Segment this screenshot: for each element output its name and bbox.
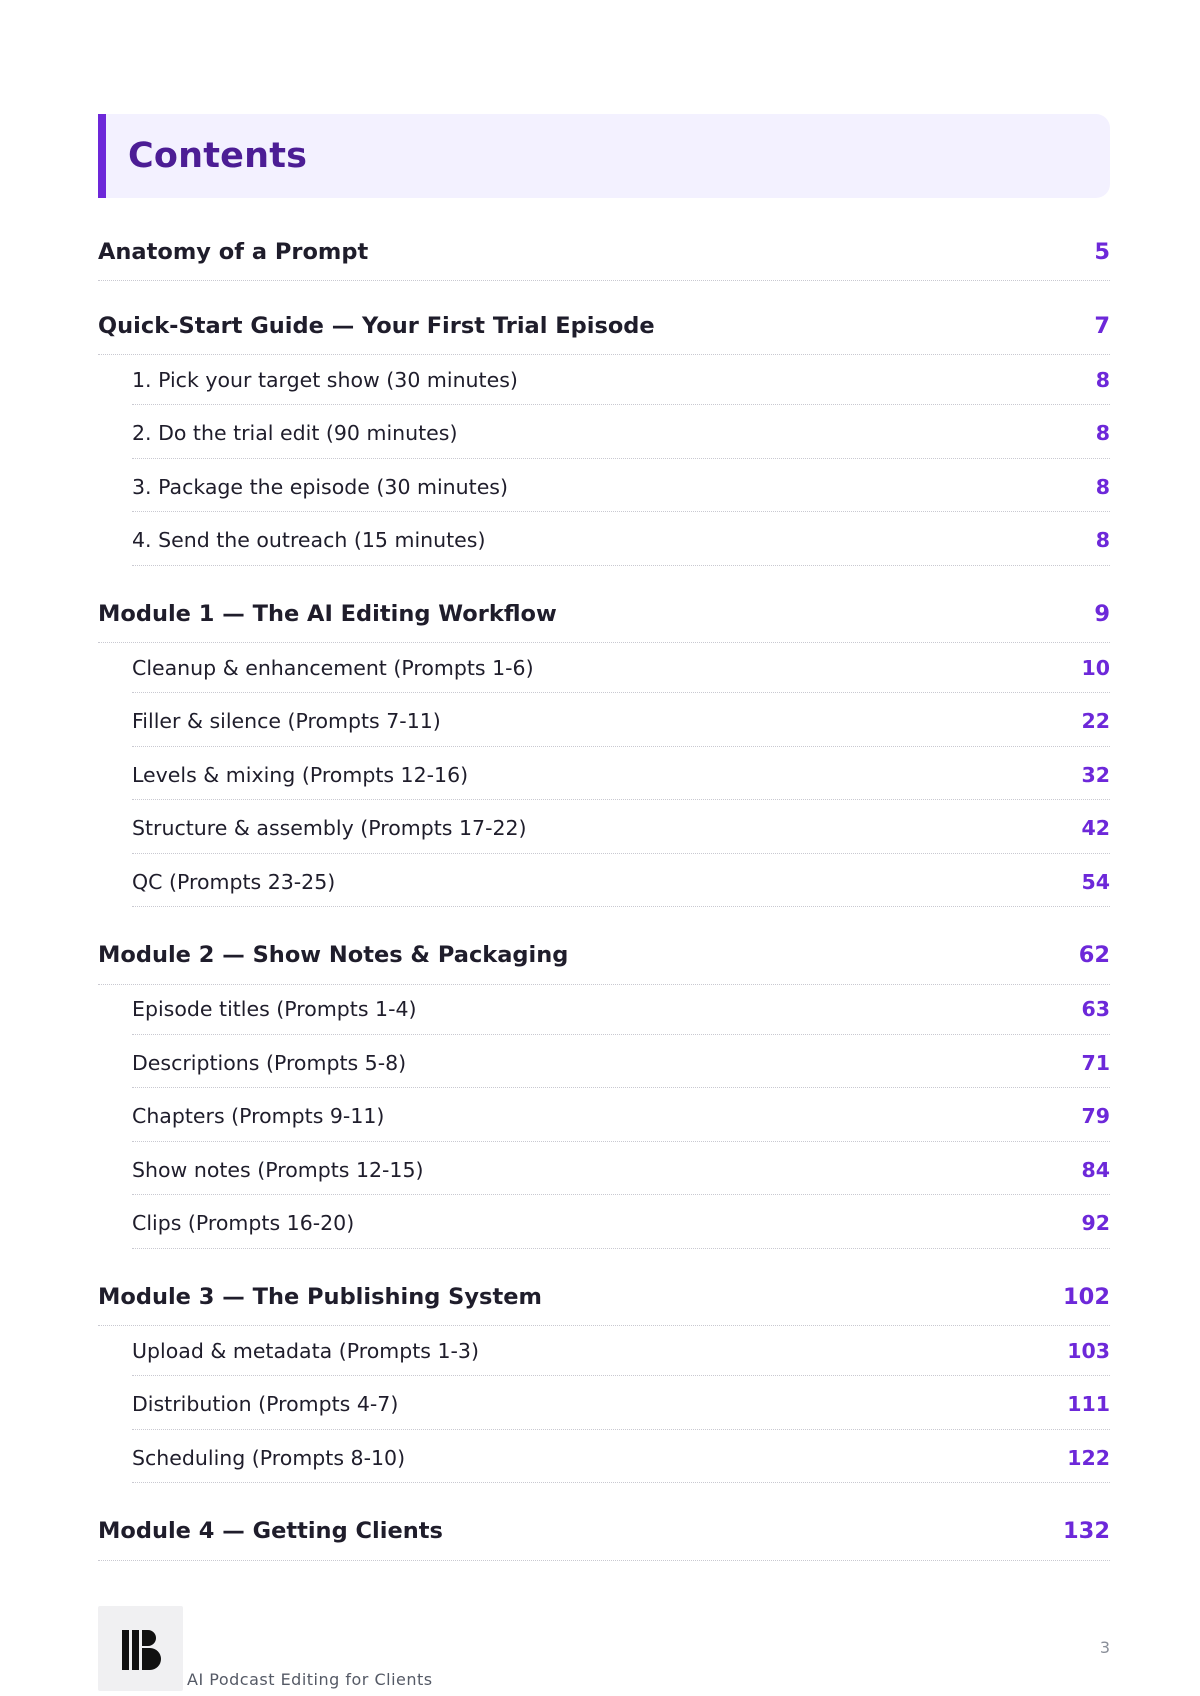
toc-subsection-entry[interactable] xyxy=(132,750,1110,800)
toc-subsection-entry[interactable] xyxy=(132,643,1110,693)
toc-entry-page-number: 8 xyxy=(1095,421,1110,445)
toc-entry-label: Descriptions (Prompts 5-8) xyxy=(132,1050,407,1075)
toc-entry-page-number: 8 xyxy=(1095,367,1110,392)
toc-entry-label: Module 2 — Show Notes & Packaging xyxy=(98,942,569,968)
toc-entry-page-number: 32 xyxy=(1081,762,1110,787)
page-title: Contents xyxy=(128,136,308,176)
toc-entry-page-number: 102 xyxy=(1063,1283,1110,1310)
toc-entry-label: Structure & assembly (Prompts 17-22) xyxy=(132,816,527,840)
toc-subsection-entry[interactable] xyxy=(132,409,1110,459)
toc-entry-label: QC (Prompts 23-25) xyxy=(132,869,336,894)
toc-subsection-entry[interactable] xyxy=(132,516,1110,566)
toc-subsection-entry[interactable] xyxy=(132,1145,1110,1195)
contents-header xyxy=(98,114,1110,198)
toc-entry-label: Module 1 — The AI Editing Workflow xyxy=(98,600,557,627)
toc-entry-label: Module 4 — Getting Clients xyxy=(98,1518,443,1544)
toc-entry-label: Scheduling (Prompts 8-10) xyxy=(132,1445,406,1470)
toc-entry-label: Upload & metadata (Prompts 1-3) xyxy=(132,1338,479,1363)
toc-subsection-entry[interactable] xyxy=(132,1038,1110,1088)
toc-entry-label: Module 3 — The Publishing System xyxy=(98,1283,542,1310)
toc-subsection-entry[interactable] xyxy=(132,857,1110,907)
toc-section-entry[interactable] xyxy=(98,223,1110,281)
toc-subsection-entry[interactable] xyxy=(132,1326,1110,1376)
toc-subsection-entry[interactable] xyxy=(132,804,1110,854)
toc-subsection-entry[interactable] xyxy=(132,1433,1110,1483)
toc-entry-page-number: 9 xyxy=(1094,600,1110,627)
toc-entry-label: Show notes (Prompts 12-15) xyxy=(132,1157,424,1182)
toc-entry-label: Distribution (Prompts 4-7) xyxy=(132,1392,399,1416)
toc-entry-page-number: 8 xyxy=(1095,474,1110,499)
footer-book-title: AI Podcast Editing for Clients xyxy=(187,1670,433,1689)
footer-page-number: 3 xyxy=(1099,1638,1110,1657)
toc-subsection-entry[interactable] xyxy=(132,697,1110,747)
toc-subsection-entry[interactable] xyxy=(132,1199,1110,1249)
toc-entry-label: Anatomy of a Prompt xyxy=(98,238,369,265)
toc-section-entry[interactable] xyxy=(98,297,1110,355)
toc-entry-page-number: 54 xyxy=(1081,869,1110,894)
toc-entry-label: Episode titles (Prompts 1-4) xyxy=(132,997,417,1021)
toc-entry-page-number: 79 xyxy=(1081,1104,1110,1128)
toc-entry-page-number: 103 xyxy=(1067,1338,1110,1363)
toc-subsection-entry[interactable] xyxy=(132,1092,1110,1142)
toc-subsection-entry[interactable] xyxy=(132,462,1110,512)
toc-section-entry[interactable] xyxy=(98,927,1110,985)
toc-entry-label: 1. Pick your target show (30 minutes) xyxy=(132,367,518,392)
toc-entry-label: 3. Package the episode (30 minutes) xyxy=(132,474,508,499)
toc-entry-label: Cleanup & enhancement (Prompts 1-6) xyxy=(132,655,534,680)
toc-entry-page-number: 71 xyxy=(1081,1050,1110,1075)
toc-entry-label: Quick-Start Guide — Your First Trial Episode xyxy=(98,312,655,339)
toc-entry-page-number: 92 xyxy=(1081,1211,1110,1235)
toc-entry-page-number: 132 xyxy=(1063,1518,1110,1544)
toc-entry-page-number: 5 xyxy=(1094,238,1110,265)
toc-entry-page-number: 7 xyxy=(1094,312,1110,339)
toc-entry-label: Filler & silence (Prompts 7-11) xyxy=(132,709,441,733)
toc-entry-page-number: 62 xyxy=(1078,942,1110,968)
toc-entry-page-number: 10 xyxy=(1081,655,1110,680)
toc-entry-label: Clips (Prompts 16-20) xyxy=(132,1211,355,1235)
toc-entry-label: 2. Do the trial edit (90 minutes) xyxy=(132,421,458,445)
toc-section-entry[interactable] xyxy=(98,1268,1110,1326)
toc-subsection-entry[interactable] xyxy=(132,985,1110,1035)
toc-section-entry[interactable] xyxy=(98,585,1110,643)
brand-logo-svg xyxy=(98,1606,183,1691)
toc-entry-page-number: 22 xyxy=(1081,709,1110,733)
brand-logo-icon xyxy=(98,1606,183,1691)
toc-entry-page-number: 8 xyxy=(1095,528,1110,552)
toc-entry-page-number: 122 xyxy=(1067,1445,1110,1470)
toc-entry-label: Chapters (Prompts 9-11) xyxy=(132,1104,385,1128)
toc-subsection-entry[interactable] xyxy=(132,1380,1110,1430)
toc-entry-page-number: 63 xyxy=(1081,997,1110,1021)
toc-entry-page-number: 84 xyxy=(1081,1157,1110,1182)
toc-entry-label: 4. Send the outreach (15 minutes) xyxy=(132,528,486,552)
toc-entry-label: Levels & mixing (Prompts 12-16) xyxy=(132,762,469,787)
toc-entry-page-number: 42 xyxy=(1081,816,1110,840)
toc-subsection-entry[interactable] xyxy=(132,355,1110,405)
toc-entry-page-number: 111 xyxy=(1067,1392,1110,1416)
toc-section-entry[interactable] xyxy=(98,1503,1110,1561)
